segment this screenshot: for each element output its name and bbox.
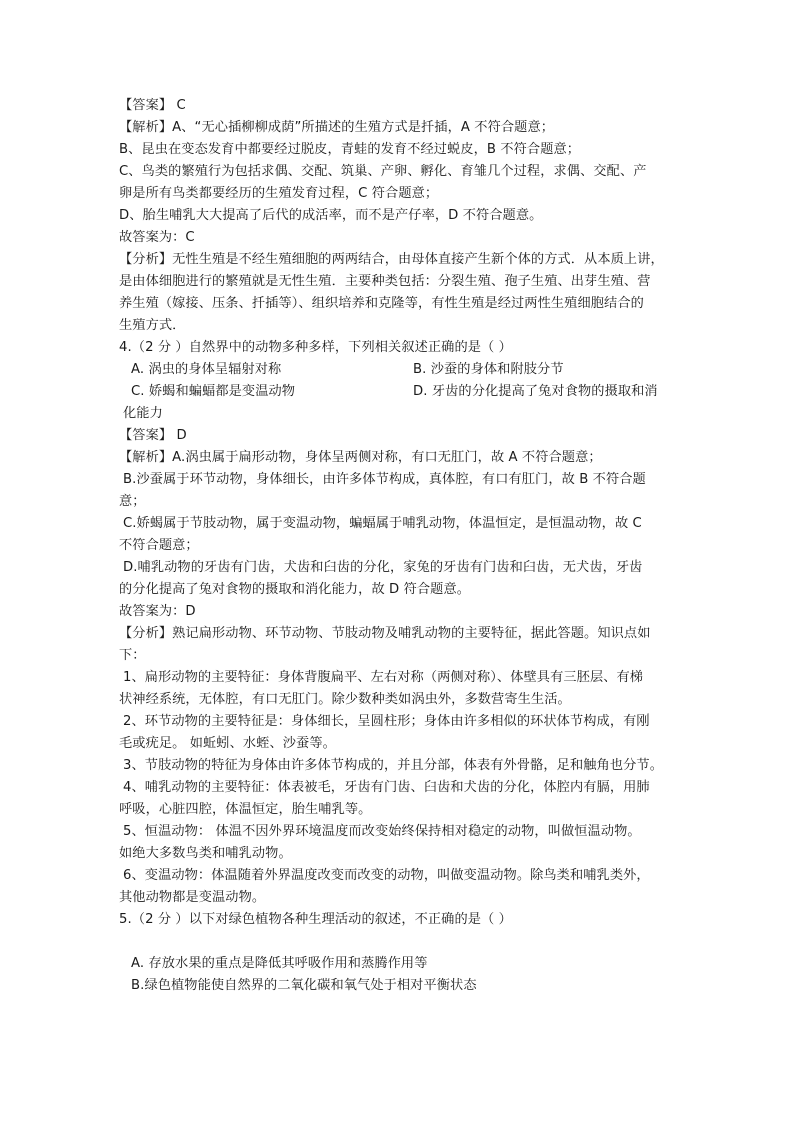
question-4: 4.（2 分 ）自然界中的动物多种多样，下列相关叙述正确的是（ ）	[119, 340, 512, 355]
text-line: 呼吸，心脏四腔，体温恒定，胎生哺乳等。	[119, 802, 372, 817]
text-line: B、昆虫在变态发育中都要经过脱皮，青蛙的发育不经过蜕皮，B 不符合题意；	[119, 142, 581, 157]
text-line: 如绝大多数鸟类和哺乳动物。	[119, 846, 292, 861]
list-item: 2、环节动物的主要特征是：身体细长，呈圆柱形；身体由许多相似的环状体节构成，有刚	[123, 714, 650, 729]
text-line: 下：	[119, 648, 146, 663]
text-line: B.沙蚕属于环节动物，身体细长，由许多体节构成，真体腔，有口有肛门，故 B 不符合题	[123, 472, 646, 487]
list-item: 1、扁形动物的主要特征：身体背腹扁平、左右对称（两侧对称）、体壁具有三胚层、有梯	[123, 670, 644, 685]
text-line: 生殖方式．	[119, 318, 186, 333]
list-item: 4、哺乳动物的主要特征：体表被毛，牙齿有门齿、臼齿和犬齿的分化，体腔内有膈，用肺	[123, 780, 650, 795]
list-item: 5、恒温动物： 体温不因外界环境温度而改变始终保持相对稳定的动物，叫做恒温动物。	[123, 824, 641, 839]
text-line: C.娇蝎属于节肢动物，属于变温动物，蝙蝠属于哺乳动物，体温恒定，是恒温动物，故 C	[123, 516, 642, 531]
answer-line: 【答案】 C	[119, 98, 186, 113]
final-answer-line: 故答案为：C	[119, 230, 195, 245]
answer-line: 【答案】 D	[119, 428, 187, 443]
text-line: 是由体细胞进行的繁殖就是无性生殖．主要种类包括：分裂生殖、孢子生殖、出芽生殖、营	[119, 274, 651, 289]
option-c: C. 娇蝎和蝙蝠都是变温动物	[131, 384, 296, 399]
text-line: 意；	[119, 494, 146, 509]
text-line: 卵是所有鸟类都要经历的生殖发育过程，C 符合题意；	[119, 186, 439, 201]
option-b: B.绿色植物能使自然界的二氧化碳和氧气处于相对平衡状态	[131, 978, 477, 993]
list-item: 3、节肢动物的特征为身体由许多体节构成的，并且分部，体表有外骨骼，足和触角也分节。	[123, 758, 663, 773]
analysis-line: 【分析】熟记扁形动物、环节动物、节肢动物及哺乳动物的主要特征，据此答题。知识点如	[119, 626, 651, 641]
list-item: 6、变温动物：体温随着外界温度改变而改变的动物，叫做变温动物。除鸟类和哺乳类外，	[123, 868, 650, 883]
option-a: A. 涡虫的身体呈辐射对称	[131, 362, 282, 377]
text-line: D、胎生哺乳大大提高了后代的成活率，而不是产仔率，D 不符合题意。	[119, 208, 543, 223]
text-line: 不符合题意；	[119, 538, 199, 553]
question-5: 5.（2 分 ）以下对绿色植物各种生理活动的叙述，不正确的是（ ）	[119, 912, 512, 927]
option-d: D. 牙齿的分化提高了兔对食物的摄取和消	[413, 384, 658, 399]
text-line: C、鸟类的繁殖行为包括求偶、交配、筑巢、产卵、孵化、育雏几个过程，求偶、交配、产	[119, 164, 647, 179]
option-d-continued: 化能力	[123, 406, 163, 421]
text-line: 其他动物都是变温动物。	[119, 890, 266, 905]
analysis-line: 【分析】无性生殖是不经生殖细胞的两两结合，由母体直接产生新个体的方式．从本质上讲，	[119, 252, 664, 267]
text-line: 状神经系统，无体腔，有口无肛门。除少数种类如涡虫外，多数营寄生生活。	[119, 692, 571, 707]
analysis-line: 【解析】A、“无心插柳柳成荫”所描述的生殖方式是扦插，A 不符合题意；	[119, 120, 555, 135]
option-b: B. 沙蚕的身体和附肢分节	[413, 362, 564, 377]
text-line: 养生殖（嫁接、压条、扦插等）、组织培养和克隆等，有性生殖是经过两性生殖细胞结合的	[119, 296, 644, 311]
option-a: A. 存放水果的重点是降低其呼吸作用和蒸腾作用等	[131, 956, 428, 971]
final-answer-line: 故答案为：D	[119, 604, 196, 619]
text-line: D.哺乳动物的牙齿有门齿，犬齿和臼齿的分化，家兔的牙齿有门齿和臼齿，无犬齿，牙齿	[123, 560, 643, 575]
text-line: 毛或疣足。 如蚯蚓、水蛭、沙蚕等。	[119, 736, 336, 751]
text-line: 的分化提高了兔对食物的摄取和消化能力，故 D 符合题意。	[119, 582, 471, 597]
analysis-line: 【解析】A.涡虫属于扁形动物，身体呈两侧对称，有口无肛门，故 A 不符合题意；	[119, 450, 602, 465]
